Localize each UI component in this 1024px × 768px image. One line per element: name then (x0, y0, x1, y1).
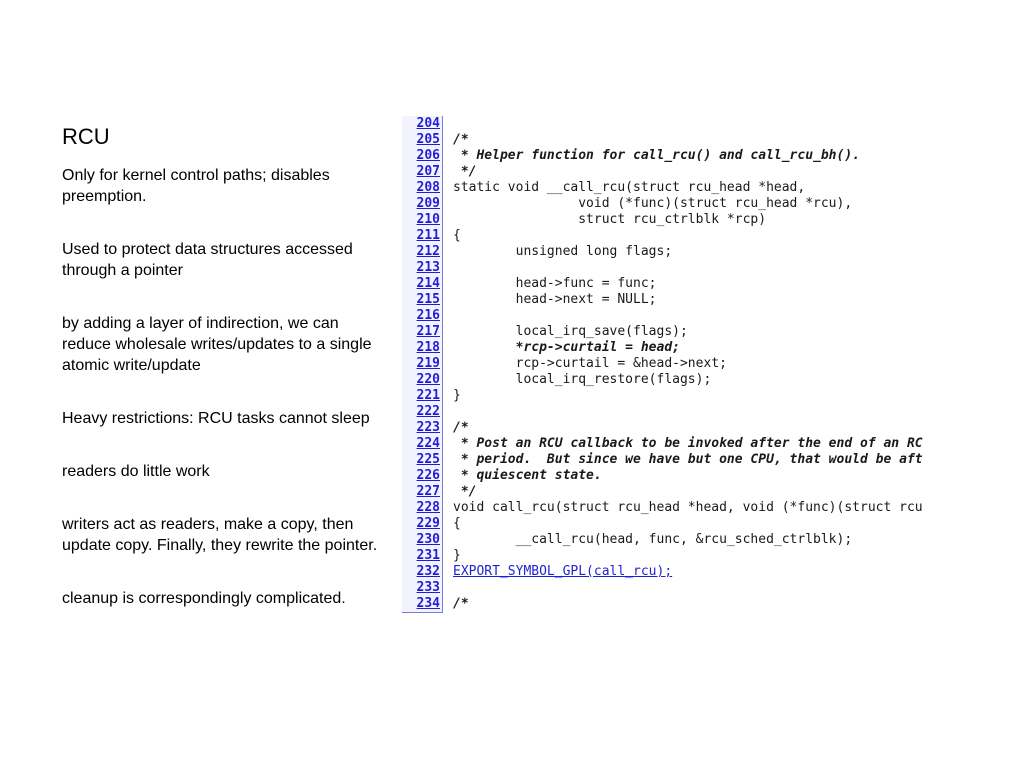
code-line (402, 212, 766, 228)
line-number-link[interactable]: 227 (402, 484, 443, 501)
code-text: void (*func)(struct rcu_head *rcu), (453, 196, 853, 211)
code-line (402, 116, 453, 132)
line-number-link[interactable]: 220 (402, 372, 443, 389)
code-line (402, 500, 923, 516)
code-line (402, 196, 852, 212)
code-line (402, 180, 805, 196)
code-line (402, 260, 453, 276)
code-line (402, 484, 476, 500)
bullet-item: writers act as readers, make a copy, then update copy. Finally, they rewrite the pointer. (62, 516, 378, 554)
code-text: /* (453, 420, 469, 435)
line-number-link[interactable]: 206 (402, 148, 443, 165)
code-line (402, 564, 672, 580)
code-line (402, 292, 657, 308)
code-text: rcp->curtail = &head->next; (453, 356, 727, 371)
line-number-link[interactable]: 222 (402, 404, 443, 421)
code-text: local_irq_restore(flags); (453, 372, 712, 387)
line-number-link[interactable]: 210 (402, 212, 443, 229)
code-line (402, 148, 860, 164)
code-text: } (453, 388, 461, 403)
line-number-link[interactable]: 232 (402, 564, 443, 581)
code-text: */ (453, 484, 477, 499)
code-text: unsigned long flags; (453, 244, 673, 259)
line-number-link[interactable]: 216 (402, 308, 443, 325)
code-line (402, 532, 852, 548)
code-text: local_irq_save(flags); (453, 324, 688, 339)
code-listing (402, 116, 974, 611)
code-text: EXPORT_SYMBOL_GPL(call_rcu); (453, 564, 673, 579)
bullet-item: Heavy restrictions: RCU tasks cannot sleep (62, 410, 370, 427)
line-number-link[interactable]: 234 (402, 596, 443, 613)
line-number-link[interactable]: 218 (402, 340, 443, 357)
code-line (402, 516, 461, 532)
line-number-link[interactable]: 226 (402, 468, 443, 485)
code-text: * Helper function for call_rcu() and call_rcu_bh(). (453, 148, 860, 163)
code-line (402, 468, 602, 484)
code-line (402, 548, 461, 564)
code-text: */ (453, 164, 477, 179)
line-number-link[interactable]: 204 (402, 116, 443, 133)
bullet-item: readers do little work (62, 463, 210, 480)
line-number-link[interactable]: 212 (402, 244, 443, 261)
code-text: head->func = func; (453, 276, 657, 291)
line-number-link[interactable]: 209 (402, 196, 443, 213)
bullet-item: Used to protect data structures accessed through a pointer (62, 241, 353, 279)
code-line (402, 420, 469, 436)
code-line (402, 356, 727, 372)
code-text: __call_rcu(head, func, &rcu_sched_ctrlblk); (453, 532, 853, 547)
code-text: * Post an RCU callback to be invoked after the end of an RC (453, 436, 923, 451)
code-text: void call_rcu(struct rcu_head *head, void (*func)(struct rcu (453, 500, 923, 515)
code-line (402, 388, 461, 404)
slide-title: RCU (62, 124, 110, 149)
code-line (402, 228, 461, 244)
code-text: /* (453, 132, 469, 147)
code-line (402, 580, 453, 596)
code-line (402, 452, 923, 468)
line-number-link[interactable]: 233 (402, 580, 443, 597)
code-line (402, 164, 476, 180)
code-line (402, 308, 453, 324)
code-text: { (453, 516, 461, 531)
code-text: * quiescent state. (453, 468, 602, 483)
code-text: * period. But since we have but one CPU, that would be aft (453, 452, 923, 467)
line-number-link[interactable]: 219 (402, 356, 443, 373)
line-number-link[interactable]: 208 (402, 180, 443, 197)
bullet-item: cleanup is correspondingly complicated. (62, 590, 346, 607)
line-number-link[interactable]: 217 (402, 324, 443, 341)
code-line (402, 132, 469, 148)
line-number-link[interactable]: 214 (402, 276, 443, 293)
code-text: *rcp->curtail = head; (453, 340, 680, 355)
code-text: } (453, 548, 461, 563)
bullet-item: by adding a layer of indirection, we can reduce wholesale writes/updates to a single atomic write/update (62, 315, 372, 374)
code-line (402, 404, 453, 420)
line-number-link[interactable]: 215 (402, 292, 443, 309)
code-line (402, 436, 923, 452)
line-number-link[interactable]: 231 (402, 548, 443, 565)
code-line (402, 596, 469, 612)
line-number-link[interactable]: 230 (402, 532, 443, 549)
line-number-link[interactable]: 205 (402, 132, 443, 149)
code-text: static void __call_rcu(struct rcu_head *head, (453, 180, 806, 195)
code-line (402, 276, 657, 292)
code-text: struct rcu_ctrlblk *rcp) (453, 212, 767, 227)
line-number-link[interactable]: 225 (402, 452, 443, 469)
line-number-link[interactable]: 207 (402, 164, 443, 181)
line-number-link[interactable]: 213 (402, 260, 443, 277)
code-line (402, 372, 711, 388)
line-number-link[interactable]: 224 (402, 436, 443, 453)
line-number-link[interactable]: 221 (402, 388, 443, 405)
bullet-list (62, 165, 387, 641)
code-text: head->next = NULL; (453, 292, 657, 307)
line-number-link[interactable]: 229 (402, 516, 443, 533)
bullet-item: Only for kernel control paths; disables preemption. (62, 167, 330, 205)
code-text: /* (453, 596, 469, 611)
code-text: { (453, 228, 461, 243)
line-number-link[interactable]: 223 (402, 420, 443, 437)
line-number-link[interactable]: 211 (402, 228, 443, 245)
code-line (402, 324, 688, 340)
line-number-link[interactable]: 228 (402, 500, 443, 517)
code-line (402, 340, 680, 356)
code-line (402, 244, 672, 260)
